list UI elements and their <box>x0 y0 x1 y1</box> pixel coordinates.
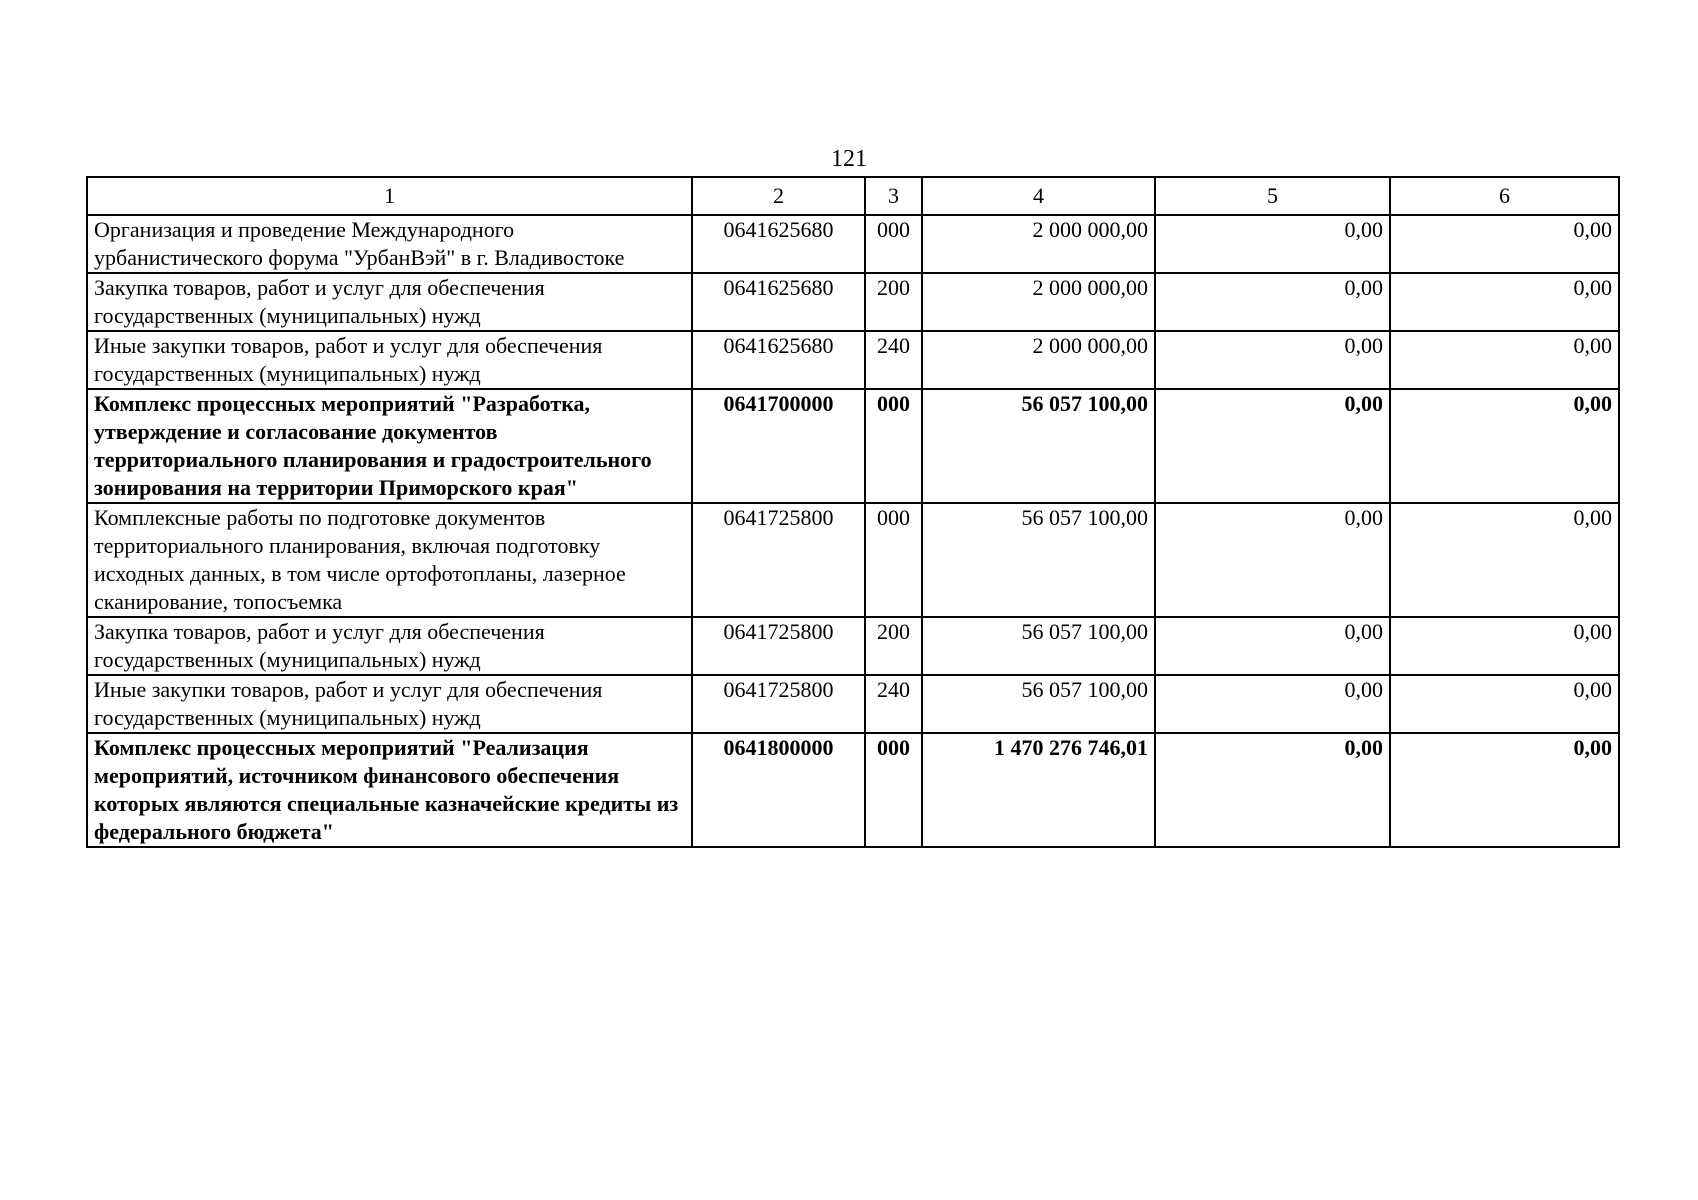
row-code-cell: 0641625680 <box>692 331 865 389</box>
table-row <box>87 733 1619 847</box>
row-name-cell: Комплексные работы по подготовке документов территориального планирования, включая подготовку исходных данных, в том числе ортофотопланы, лазерное сканирование, топосъемка <box>87 503 692 617</box>
row-type-cell: 240 <box>865 675 922 733</box>
row-type-cell: 200 <box>865 617 922 675</box>
row-amount-cell: 0,00 <box>1390 273 1619 331</box>
row-type-cell: 240 <box>865 331 922 389</box>
budget-table <box>86 176 1620 848</box>
row-code-cell: 0641725800 <box>692 617 865 675</box>
row-amount-cell: 0,00 <box>1390 331 1619 389</box>
row-type-cell: 000 <box>865 733 922 847</box>
row-amount-cell: 56 057 100,00 <box>922 389 1155 503</box>
column-header: 5 <box>1155 177 1390 215</box>
row-amount-cell: 0,00 <box>1155 733 1390 847</box>
row-amount-cell: 56 057 100,00 <box>922 675 1155 733</box>
row-amount-cell: 0,00 <box>1390 503 1619 617</box>
row-amount-cell: 0,00 <box>1390 675 1619 733</box>
row-amount-cell: 2 000 000,00 <box>922 273 1155 331</box>
column-header: 4 <box>922 177 1155 215</box>
row-amount-cell: 1 470 276 746,01 <box>922 733 1155 847</box>
row-name-cell: Иные закупки товаров, работ и услуг для обеспечения государственных (муниципальных) нужд <box>87 675 692 733</box>
row-name-cell: Закупка товаров, работ и услуг для обеспечения государственных (муниципальных) нужд <box>87 617 692 675</box>
row-code-cell: 0641625680 <box>692 273 865 331</box>
row-amount-cell: 2 000 000,00 <box>922 215 1155 273</box>
row-amount-cell: 56 057 100,00 <box>922 503 1155 617</box>
row-name-cell: Иные закупки товаров, работ и услуг для обеспечения государственных (муниципальных) нужд <box>87 331 692 389</box>
row-code-cell: 0641625680 <box>692 215 865 273</box>
row-amount-cell: 0,00 <box>1390 733 1619 847</box>
row-amount-cell: 0,00 <box>1155 617 1390 675</box>
row-amount-cell: 0,00 <box>1155 331 1390 389</box>
row-type-cell: 200 <box>865 273 922 331</box>
row-code-cell: 0641700000 <box>692 389 865 503</box>
row-amount-cell: 0,00 <box>1155 675 1390 733</box>
row-name-cell: Закупка товаров, работ и услуг для обеспечения государственных (муниципальных) нужд <box>87 273 692 331</box>
table-row <box>87 273 1619 331</box>
row-amount-cell: 0,00 <box>1155 273 1390 331</box>
column-header: 6 <box>1390 177 1619 215</box>
row-amount-cell: 56 057 100,00 <box>922 617 1155 675</box>
row-name-cell: Организация и проведение Международного урбанистического форума "УрбанВэй" в г. Владивостоке <box>87 215 692 273</box>
row-amount-cell: 0,00 <box>1155 503 1390 617</box>
column-header: 3 <box>865 177 922 215</box>
row-amount-cell: 0,00 <box>1155 389 1390 503</box>
row-amount-cell: 0,00 <box>1390 389 1619 503</box>
row-name-cell: Комплекс процессных мероприятий "Разработка, утверждение и согласование документов территориального планирования и градостроительного зонирования на территории Приморского края" <box>87 389 692 503</box>
column-header: 2 <box>692 177 865 215</box>
table-row <box>87 215 1619 273</box>
table-row <box>87 331 1619 389</box>
row-amount-cell: 0,00 <box>1155 215 1390 273</box>
table-row <box>87 503 1619 617</box>
row-amount-cell: 0,00 <box>1390 215 1619 273</box>
table-row <box>87 617 1619 675</box>
row-amount-cell: 0,00 <box>1390 617 1619 675</box>
row-type-cell: 000 <box>865 389 922 503</box>
table-row <box>87 675 1619 733</box>
page-number: 121 <box>831 146 867 172</box>
row-type-cell: 000 <box>865 503 922 617</box>
row-amount-cell: 2 000 000,00 <box>922 331 1155 389</box>
header-row <box>87 177 1619 215</box>
column-header: 1 <box>87 177 692 215</box>
table-row <box>87 389 1619 503</box>
row-type-cell: 000 <box>865 215 922 273</box>
row-code-cell: 0641725800 <box>692 675 865 733</box>
row-code-cell: 0641800000 <box>692 733 865 847</box>
row-code-cell: 0641725800 <box>692 503 865 617</box>
row-name-cell: Комплекс процессных мероприятий "Реализация мероприятий, источником финансового обеспечения которых являются специальные казначейские кредиты из федерального бюджета" <box>87 733 692 847</box>
